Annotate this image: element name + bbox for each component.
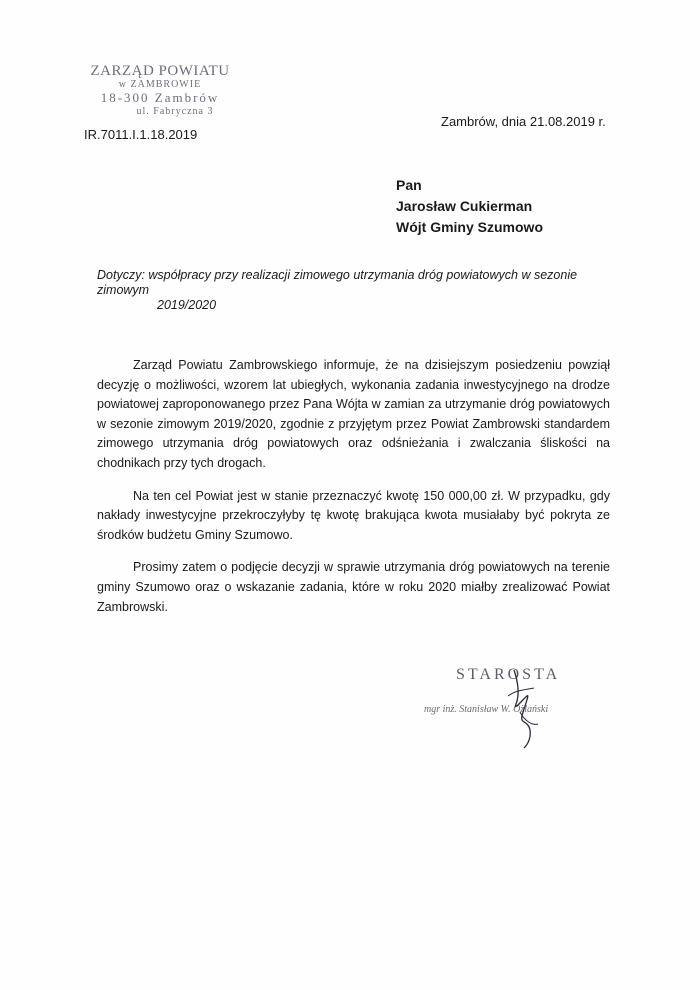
subject-line: [97, 268, 612, 313]
letter-body: [97, 356, 610, 630]
signature-title: STAROSTA: [456, 666, 561, 683]
recipient-block: [396, 175, 543, 238]
subject-season: 2019/2020: [157, 298, 217, 312]
stamp-line-town: w ZAMBROWIE: [118, 79, 202, 90]
stamp-line-office: ZARZĄD POWIATU: [90, 63, 230, 79]
handwritten-signature: [494, 660, 554, 750]
body-paragraph-1: Zarząd Powiatu Zambrowskiego informuje, że na dzisiejszym posiedzeniu powziął decyzję o możliwości, wzorem lat ubiegłych, wykonania zadania inwestycyjnego na drodze powiatowej zaproponowanego przez Pana Wójta w zamian za utrzymanie dróg powiatowych w sezonie zimowym 2019/2020, zgodnie z przyjętym przez Powiat Zambrowski standardem zimowego utrzymania dróg powiatowych oraz odśnieżania i zwalczania śliskości na chodnikach przy tych drogach.: [97, 358, 610, 470]
signature-stamp: [424, 660, 634, 750]
stamp-line-street: ul. Fabryczna 3: [136, 106, 214, 117]
recipient-name: Jarosław Cukierman: [396, 198, 533, 214]
body-paragraph-3: Prosimy zatem o podjęcie decyzji w sprawie utrzymania dróg powiatowych na terenie gminy Szumowo oraz o wskazanie zadania, które w roku 2020 miałby zrealizować Powiat Zambrowski.: [97, 560, 610, 614]
stamp-line-postcode: 18-300 Zambrów: [100, 90, 220, 105]
recipient-salutation: Pan: [396, 177, 422, 193]
signature-name: mgr inż. Stanisław W. Ożlański: [424, 704, 549, 715]
reference-number: IR.7011.I.1.18.2019: [84, 127, 198, 142]
body-paragraph-2: Na ten cel Powiat jest w stanie przeznaczyć kwotę 150 000,00 zł. W przypadku, gdy nakłady inwestycyjne przekroczyłyby tę kwotę brakująca kwota musiałaby być pokryta ze środków budżetu Gminy Szumowo.: [97, 488, 610, 542]
recipient-position: Wójt Gminy Szumowo: [396, 219, 543, 235]
letterhead-stamp: [80, 64, 240, 117]
place-and-date: Zambrów, dnia 21.08.2019 r.: [441, 114, 606, 129]
subject-text: Dotyczy: współpracy przy realizacji zimowego utrzymania dróg powiatowych w sezonie zimowym: [97, 268, 578, 297]
